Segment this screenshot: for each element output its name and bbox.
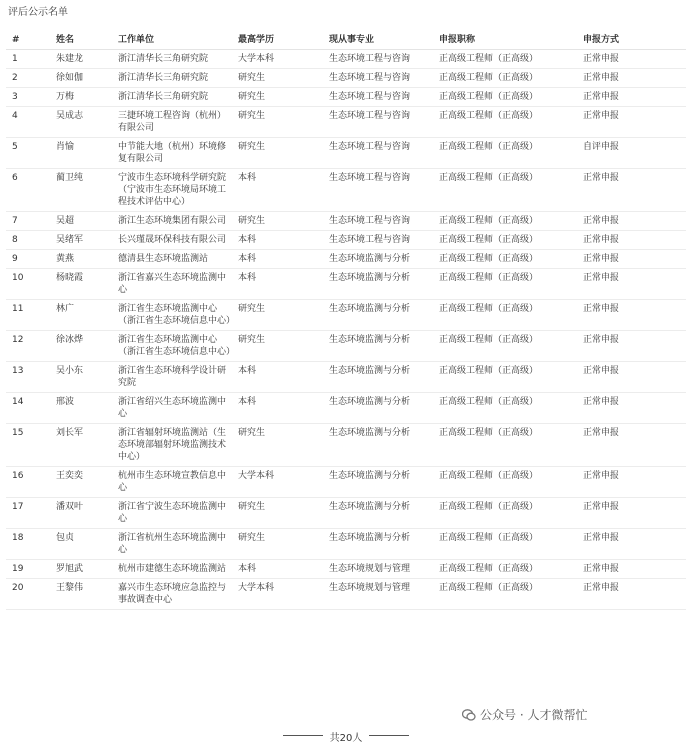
cell-col-education: 本科 [232,231,323,250]
cell-col-method: 正常申报 [577,579,686,610]
table-row [6,88,686,107]
table-row [6,50,686,69]
cell-col-employer: 三捷环境工程咨询（杭州）有限公司 [112,107,232,138]
table-row [6,579,686,610]
cell-col-specialty: 生态环境工程与咨询 [323,69,433,88]
watermark-text: 公众号 · 人才微帮忙 [480,708,588,722]
cell-col-name: 吴小东 [50,362,112,393]
cell-col-name: 肖愉 [50,138,112,169]
cell-col-index: 16 [6,467,50,498]
table-row [6,393,686,424]
cell-col-name: 朱建龙 [50,50,112,69]
cell-col-employer: 浙江省嘉兴生态环境监测中心 [112,269,232,300]
cell-col-method: 正常申报 [577,212,686,231]
cell-col-index: 18 [6,529,50,560]
cell-col-employer: 浙江省辐射环境监测站（生态环境部辐射环境监测技术中心） [112,424,232,467]
cell-col-specialty: 生态环境监测与分析 [323,362,433,393]
cell-col-education: 研究生 [232,424,323,467]
cell-col-name: 王奕奕 [50,467,112,498]
cell-col-education: 研究生 [232,498,323,529]
table-row [6,269,686,300]
cell-col-title: 正高级工程师（正高级） [433,300,577,331]
cell-col-name: 吴超 [50,212,112,231]
cell-col-method: 正常申报 [577,250,686,269]
cell-col-name: 杨晓霞 [50,269,112,300]
table-row [6,424,686,467]
cell-col-method: 正常申报 [577,498,686,529]
cell-col-index: 6 [6,169,50,212]
cell-col-index: 9 [6,250,50,269]
header-col-education: 最高学历 [232,30,323,50]
cell-col-employer: 浙江省生态环境科学设计研究院 [112,362,232,393]
cell-col-specialty: 生态环境工程与咨询 [323,88,433,107]
cell-col-title: 正高级工程师（正高级） [433,169,577,212]
table-row [6,69,686,88]
cell-col-index: 14 [6,393,50,424]
cell-col-specialty: 生态环境工程与咨询 [323,212,433,231]
cell-col-specialty: 生态环境监测与分析 [323,250,433,269]
table-row [6,107,686,138]
cell-col-index: 7 [6,212,50,231]
header-col-name: 姓名 [50,30,112,50]
cell-col-title: 正高级工程师（正高级） [433,50,577,69]
cell-col-employer: 长兴瑾晟环保科技有限公司 [112,231,232,250]
cell-col-employer: 浙江清华长三角研究院 [112,69,232,88]
cell-col-index: 13 [6,362,50,393]
watermark [462,706,587,723]
cell-col-index: 19 [6,560,50,579]
cell-col-employer: 浙江省生态环境监测中心（浙江省生态环境信息中心） [112,300,232,331]
cell-col-name: 吴成志 [50,107,112,138]
cell-col-employer: 浙江清华长三角研究院 [112,88,232,107]
cell-col-title: 正高级工程师（正高级） [433,529,577,560]
cell-col-name: 包贞 [50,529,112,560]
cell-col-education: 研究生 [232,529,323,560]
cell-col-title: 正高级工程师（正高级） [433,69,577,88]
cell-col-education: 本科 [232,393,323,424]
cell-col-education: 大学本科 [232,579,323,610]
cell-col-name: 刘长军 [50,424,112,467]
cell-col-education: 本科 [232,362,323,393]
cell-col-title: 正高级工程师（正高级） [433,362,577,393]
cell-col-specialty: 生态环境监测与分析 [323,331,433,362]
cell-col-index: 20 [6,579,50,610]
cell-col-education: 研究生 [232,138,323,169]
cell-col-title: 正高级工程师（正高级） [433,393,577,424]
cell-col-name: 蔺卫纯 [50,169,112,212]
cell-col-name: 王黎伟 [50,579,112,610]
cell-col-method: 正常申报 [577,169,686,212]
table-row [6,331,686,362]
table-body [6,50,686,610]
cell-col-education: 本科 [232,269,323,300]
table-row [6,169,686,212]
header-col-title: 申报职称 [433,30,577,50]
table-row [6,498,686,529]
cell-col-index: 17 [6,498,50,529]
wechat-icon [462,708,476,722]
cell-col-name: 徐如伽 [50,69,112,88]
cell-col-name: 万梅 [50,88,112,107]
cell-col-employer: 浙江省杭州生态环境监测中心 [112,529,232,560]
applicant-table [6,30,686,610]
cell-col-education: 本科 [232,250,323,269]
cell-col-specialty: 生态环境工程与咨询 [323,231,433,250]
cell-col-specialty: 生态环境工程与咨询 [323,138,433,169]
cell-col-method: 正常申报 [577,362,686,393]
cell-col-index: 4 [6,107,50,138]
cell-col-name: 黄燕 [50,250,112,269]
cell-col-index: 11 [6,300,50,331]
cell-col-index: 10 [6,269,50,300]
table-row [6,300,686,331]
cell-col-index: 12 [6,331,50,362]
cell-col-method: 正常申报 [577,424,686,467]
cell-col-title: 正高级工程师（正高级） [433,424,577,467]
cell-col-title: 正高级工程师（正高级） [433,467,577,498]
cell-col-employer: 浙江清华长三角研究院 [112,50,232,69]
cell-col-specialty: 生态环境监测与分析 [323,424,433,467]
cell-col-specialty: 生态环境监测与分析 [323,393,433,424]
footer-rule-right [369,735,409,736]
cell-col-method: 正常申报 [577,467,686,498]
cell-col-title: 正高级工程师（正高级） [433,560,577,579]
cell-col-title: 正高级工程师（正高级） [433,498,577,529]
cell-col-index: 2 [6,69,50,88]
header-col-employer: 工作单位 [112,30,232,50]
cell-col-name: 吴绪军 [50,231,112,250]
cell-col-title: 正高级工程师（正高级） [433,269,577,300]
cell-col-education: 研究生 [232,107,323,138]
cell-col-education: 研究生 [232,88,323,107]
table-row [6,212,686,231]
cell-col-title: 正高级工程师（正高级） [433,579,577,610]
cell-col-education: 研究生 [232,331,323,362]
table-row [6,467,686,498]
cell-col-employer: 浙江省宁波生态环境监测中心 [112,498,232,529]
cell-col-method: 正常申报 [577,50,686,69]
cell-col-specialty: 生态环境工程与咨询 [323,50,433,69]
cell-col-title: 正高级工程师（正高级） [433,250,577,269]
cell-col-index: 8 [6,231,50,250]
cell-col-method: 正常申报 [577,300,686,331]
page-title: 评后公示名单 [8,7,68,18]
cell-col-education: 大学本科 [232,50,323,69]
cell-col-method: 正常申报 [577,269,686,300]
cell-col-education: 研究生 [232,69,323,88]
cell-col-title: 正高级工程师（正高级） [433,138,577,169]
cell-col-name: 邢波 [50,393,112,424]
table-header-row [6,30,686,50]
cell-col-employer: 杭州市建德生态环境监测站 [112,560,232,579]
cell-col-method: 自评申报 [577,138,686,169]
cell-col-employer: 嘉兴市生态环境应急监控与事故调查中心 [112,579,232,610]
table-row [6,560,686,579]
cell-col-method: 正常申报 [577,393,686,424]
cell-col-specialty: 生态环境监测与分析 [323,269,433,300]
cell-col-method: 正常申报 [577,107,686,138]
total-count: 共20人 [329,733,363,744]
footer-rule-left [283,735,323,736]
cell-col-employer: 德清县生态环境监测站 [112,250,232,269]
cell-col-employer: 中节能大地（杭州）环境修复有限公司 [112,138,232,169]
cell-col-index: 1 [6,50,50,69]
header-col-specialty: 现从事专业 [323,30,433,50]
cell-col-education: 本科 [232,169,323,212]
cell-col-education: 研究生 [232,212,323,231]
header-col-method: 申报方式 [577,30,686,50]
cell-col-index: 5 [6,138,50,169]
cell-col-employer: 浙江省绍兴生态环境监测中心 [112,393,232,424]
table-footer [0,727,692,743]
cell-col-name: 罗旭武 [50,560,112,579]
cell-col-index: 15 [6,424,50,467]
cell-col-method: 正常申报 [577,529,686,560]
cell-col-employer: 浙江生态环境集团有限公司 [112,212,232,231]
header-col-index: # [6,30,50,50]
cell-col-title: 正高级工程师（正高级） [433,331,577,362]
cell-col-specialty: 生态环境工程与咨询 [323,107,433,138]
cell-col-specialty: 生态环境监测与分析 [323,498,433,529]
cell-col-specialty: 生态环境监测与分析 [323,300,433,331]
cell-col-specialty: 生态环境监测与分析 [323,529,433,560]
cell-col-method: 正常申报 [577,231,686,250]
cell-col-education: 大学本科 [232,467,323,498]
cell-col-name: 徐冰烨 [50,331,112,362]
cell-col-title: 正高级工程师（正高级） [433,231,577,250]
cell-col-title: 正高级工程师（正高级） [433,88,577,107]
cell-col-education: 本科 [232,560,323,579]
cell-col-index: 3 [6,88,50,107]
table-row [6,529,686,560]
cell-col-employer: 浙江省生态环境监测中心（浙江省生态环境信息中心） [112,331,232,362]
table-row [6,250,686,269]
cell-col-title: 正高级工程师（正高级） [433,212,577,231]
cell-col-employer: 杭州市生态环境宣教信息中心 [112,467,232,498]
cell-col-specialty: 生态环境工程与咨询 [323,169,433,212]
cell-col-method: 正常申报 [577,560,686,579]
cell-col-employer: 宁波市生态环境科学研究院（宁波市生态环境局环境工程技术评估中心） [112,169,232,212]
cell-col-title: 正高级工程师（正高级） [433,107,577,138]
cell-col-education: 研究生 [232,300,323,331]
table-row [6,231,686,250]
cell-col-specialty: 生态环境规划与管理 [323,579,433,610]
cell-col-method: 正常申报 [577,88,686,107]
cell-col-method: 正常申报 [577,331,686,362]
table-row [6,362,686,393]
cell-col-name: 林广 [50,300,112,331]
cell-col-specialty: 生态环境规划与管理 [323,560,433,579]
cell-col-specialty: 生态环境监测与分析 [323,467,433,498]
cell-col-method: 正常申报 [577,69,686,88]
table-row [6,138,686,169]
cell-col-name: 潘双叶 [50,498,112,529]
